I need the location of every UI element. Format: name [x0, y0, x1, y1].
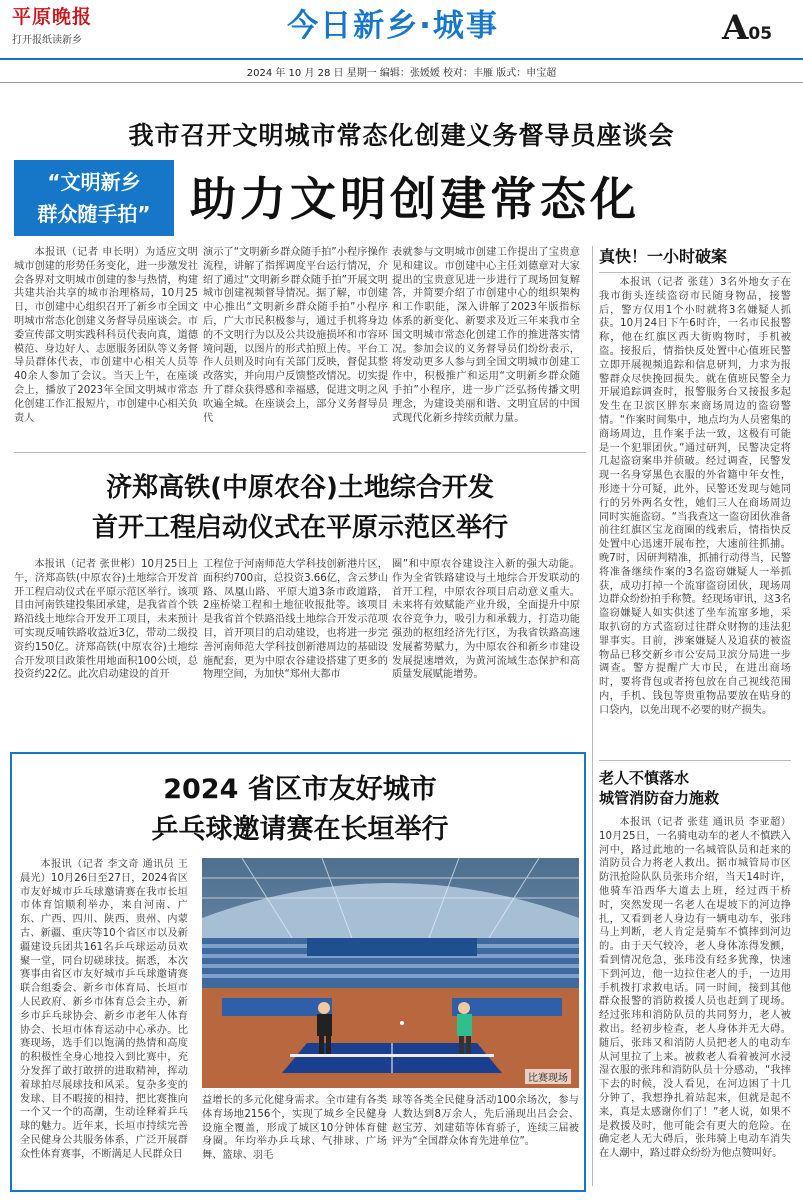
article2-headline-line1: 济郑高铁(中原农谷)土地综合开发 — [106, 473, 494, 503]
logo-slogan: 打开报纸读新乡 — [12, 35, 82, 46]
article1-tag-line1: “文明新乡 — [47, 170, 141, 194]
article1-col2-text: 演示了“文明新乡群众随手拍”小程序操作流程，讲解了指挥调度平台运行情况，介绍了通过“文明新乡群众随手拍”开展文明城市创建视频督导情况。据了解，市创建中心推出“文明新乡群众随手拍”小程序后，广大市民积极参与，通过手机将身边的不文明行为以及公共设施损坏和市容环境问题，以图片的形式拍照上传。平台工作人员则及时向有关部门反映，督促其整改落实，并向用户反馈整改情况。切实提升了群众获得感和幸福感，促进文明之风吹遍全城。在座谈会上，部分义务督导员代 — [203, 247, 388, 424]
section-title: 今日新乡·城事 — [287, 8, 499, 44]
article2-col2-text: 工程位于河南师范大学科技创新港片区，面积约700亩，总投资3.66亿，含云梦山路、凤凰山路、平原大道3条市政道路，2座桥梁工程和土地征收报批等。该项目是我省首个铁路沿线土地综合开发示范项目，首开项目的启动建设，也将进一步完善河南师范大学科技创新港周边的基础设施配套，更为中原农谷建设搭建了更多的物理空间，为加快“郑州大都市 — [203, 559, 388, 681]
sidebar1-text: 本报讯（记者 张莛）3名外地女子在我市街头连续盗窃市民随身物品，接警后，警方仅用1个小时就将3名嫌疑人抓获。10月24日下午6时许，一名市民报警称，他在红旗区西大街购物时，手机被盗。接报后，情指快反处置中心值班民警立即开展视频追踪和信息研判，力求为报警群众尽快挽回损失。就在值班民警全力开展追踪调查时，报警服务台又接报多起发生在卫滨区胖东来商场周边的盗窃警情。“作案时间集中，地点均为人员密集的商场周边，且作案手法一致，这极有可能是一个犯罪团伙。”通过研判，民警决定将几起盗窃案串并侦破。经过调查，民警发现一名身穿黑色衣服的外省籍中年女性，形迹十分可疑，此外，民警还发现与她同行的另外两名女性，她们三人在商场周边同时实施盗窃。“当我查这一盗窃团伙准备前往红旗区宝龙商圈的线索后，情指快反处置中心迅速开展布控，大速前往抓捕。晚7时，因研判精准，抓捕行动得当，民警将准备继续作案的3名盗窃嫌疑人一举抓获，成功打掉一个流窜盗窃团伙，现场周边群众纷纷拍手称赞。经现场审讯，这3名盗窃嫌疑人如实供述了坐车流窜多地，采取扒窃的方式盗窃过往群众财物的违法犯罪事实。目前，涉案嫌疑人及追获的被盗物品已移交新乡市公安局卫滨分局进一步调查。警方提醒广大市民，在进出商场时，要将背包或者挎包放在自己视线范围内，手机、钱包等贵重物品要放在贴身的口袋内，以免出现不必要的财产损失。 — [599, 277, 791, 716]
sidebar1-title-rule — [599, 272, 791, 273]
logo-text: 平原晚报 — [12, 6, 93, 28]
article3-headline — [14, 770, 586, 850]
masthead-rule — [0, 58, 803, 60]
sidebar2-text: 本报讯（记者 张莛 通讯员 李亚超）10月25日，一名骑电动车的老人不慎跌入河中，路过此地的一名城管队员和赶来的消防员合力将老人救出。据市城管局市区防汛抢险队队员张玮介绍，当天14时许，他骑车沿西华大道去上班，经过西干桥时，突然发现一名老人在堤坡下的河边挣扎，又看到老人身边有一辆电动车，张玮马上判断，老人肯定是骑车不慎摔到河边的。由于天气较冷，老人身体冻得发颤，看到情况危急，张玮没有经多犹豫，快速下到河边，他一边拉住老人的手，一边用手机拨打求救电话。同一时间，接到其他群众报警的消防救援人员也赶到了现场。经过张玮和消防队员的共同努力，老人被救出。经初步检查，老人身体并无大碍。随后，张玮又和消防人员把老人的电动车从河里拉了上来。被救老人看着被河水浸湿衣服的张玮和消防队员十分感动，“我摔下去的时候，没人看见，在河边困了十几分钟了，我想挣扎着站起来，但就是起不来，真是太感谢你们了！”老人说，如果不是救援及时，他可能会有更大的危险。在确定老人无大碍后，张玮骑上电动车消失在人潮中，路过群众纷纷为他点赞叫好。 — [599, 817, 791, 1160]
article3-headline-line2: 乒乓球邀请赛在长垣举行 — [151, 814, 449, 845]
article1-col1-text: 本报讯（记者 申长明）为适应文明城市创建的形势任务变化，进一步激发社会各界对文明城市创建的参与热情，构建共建共治共享的城市治理格局，10月25日，市创建中心组织召开了新乡市全国文明城市常态化创建义务督导员座谈会。市委宣传部文明实践科科员代表向真，道德模范、身边好人、志愿服务团队等义务督导员群体代表，市创建中心相关人员等40余人参加了会议。当天上午，在座谈会上，播放了2023年全国文明城市常态化创建工作汇报短片，市创建中心相关负责人 — [14, 247, 198, 424]
article2-headline — [14, 468, 586, 548]
article3-col1 — [20, 858, 188, 1184]
article2-col3 — [392, 558, 580, 746]
page-number: 05 — [748, 24, 773, 44]
article3-headline-line1: 2024 省区市友好城市 — [163, 774, 437, 805]
photo-caption: 比赛现场 — [525, 1069, 571, 1084]
sidebar2-title-line1: 老人不慎落水 — [599, 769, 690, 787]
article3-col3-text: 球等各类全民健身活动100余场次，参与人数达到8万余人，先后涌现出吕会会、赵宝芳、刘建茹等体育骄子，连续三届被评为“全国群众体育先进单位”。 — [392, 1095, 579, 1148]
article3-col2 — [202, 1094, 387, 1184]
match-photo — [202, 858, 579, 1088]
article3-col3 — [392, 1094, 579, 1184]
sidebar2-title — [599, 768, 791, 808]
match-photo-illustration — [202, 858, 579, 1088]
article2-col2 — [203, 558, 388, 746]
sidebar1-body — [599, 276, 791, 754]
article2-col1 — [14, 558, 198, 746]
article3-col1-text: 本报讯（记者 李文奇 通讯员 王晨光）10月26日至27日，2024省区市友好城市乒乓球邀请赛在我市长垣市体育馆顺利举办，来自河南、广东、广西、四川、陕西、贵州、内蒙古、新疆、重庆等10个省区市以及新疆建设兵团共161名乒乓球运动员欢聚一堂，同台切磋球技。据悉，本次赛事由省区市友好城市乒乓球邀请赛联合组委会、新乡市体育局、长垣市人民政府、新乡市体育总会主办，新乡市乒乓球协会、新乡市老年人体育协会、长垣市体育运动中心承办。比赛现场，选手们以饱满的热情和高度的积极性全身心地投入到比赛中，充分发挥了敢打敢拼的进取精神，挥动着球拍尽展球技和风采。复杂多变的发球、目不暇接的相持，把比赛推向一个又一个的高潮，生动诠释着乒乓球的魅力。近年来，长垣市持续完善全民健身公共服务体系，广泛开展群众性体育赛事，不断满足人民群众日 — [20, 859, 188, 1160]
section-title-block — [243, 6, 543, 46]
page-label — [722, 8, 772, 48]
article1-col3-text: 表就参与文明城市创建工作提出了宝贵意见和建议。市创建中心主任刘德章对大家提出的宝贵意见进一步进行了现场回复解答，并简要介绍了市创建中心的组织架构和工作职能，深入讲解了2023年版指标体系的新变化、新要求及近三年来我市全国文明城市常态化创建工作的推进落实情况。参加会议的义务督导员们纷纷表示，将发动更多人参与到全国文明城市创建工作中，积极推广和运用“文明新乡群众随手拍”小程序，进一步广泛弘扬传播文明理念，为建设美丽和谐、文明宜居的中国式现代化新乡持续贡献力量。 — [392, 247, 580, 424]
article1-col1 — [14, 246, 198, 446]
newspaper-logo — [12, 6, 92, 46]
article2-headline-line2: 首开工程启动仪式在平原示范区举行 — [91, 513, 508, 543]
date-line: 2024 年 10 月 28 日 星期一 编辑：张媛媛 校对：丰雁 版式：申宝超 — [246, 68, 557, 79]
date-rule — [0, 82, 803, 83]
article1-main-title: 助力文明创建常态化 — [190, 172, 640, 226]
sidebar1-title: 真快！一小时破案 — [599, 247, 728, 266]
article1-tag-box — [14, 160, 174, 236]
article2-col1-text: 本报讯（记者 张世彬）10月25日上午，济郑高铁(中原农谷)土地综合开发首开工程启动仪式在平原示范区举行。该项目由河南铁建投集团承建，是我省首个铁路沿线土地综合开发开工项目，未来预计可实现反哺铁路收益近3亿，带动二级投资约150亿。济郑高铁(中原农谷)土地综合开发项目政策性用地面积100公顷，总投资约22亿。此次启动建设的首开 — [14, 559, 198, 681]
article1-tag-line2: 群众随手拍” — [37, 202, 151, 226]
sidebar2-title-line2: 城管消防奋力施救 — [599, 789, 720, 807]
page-letter: A — [722, 8, 749, 48]
sidebar-divider — [599, 760, 791, 761]
article1-headline: 我市召开文明城市常态化创建义务督导员座谈会 — [128, 121, 675, 150]
sidebar2-body — [599, 816, 791, 1192]
article1-bottom-rule — [14, 452, 586, 453]
article1-col3 — [392, 246, 580, 446]
article1-col2 — [203, 246, 388, 446]
article2-col3-text: 圈”和中原农谷建设注入新的强大动能。作为全省铁路建设与土地综合开发联动的首开工程，中原农谷项目启动意义重大。未来将有效赋能产业升级，全面提升中原农谷竞争力，吸引力和承载力，打造功能强劲的枢纽经济先行区，为我省铁路高速发展蓄势赋力，为中原农谷和新乡市建设发展提速增效，为黄河流域生态保护和高质量发展赋能增势。 — [392, 559, 580, 681]
article3-col2-text: 益增长的多元化健身需求。全市建有各类体育场地2156个，实现了城乡全民健身设施全覆盖，形成了城区10分钟体育健身圈。年均举办乒乓球、气排球、广场舞、篮球、羽毛 — [202, 1095, 387, 1162]
right-column-rule — [592, 246, 593, 1186]
